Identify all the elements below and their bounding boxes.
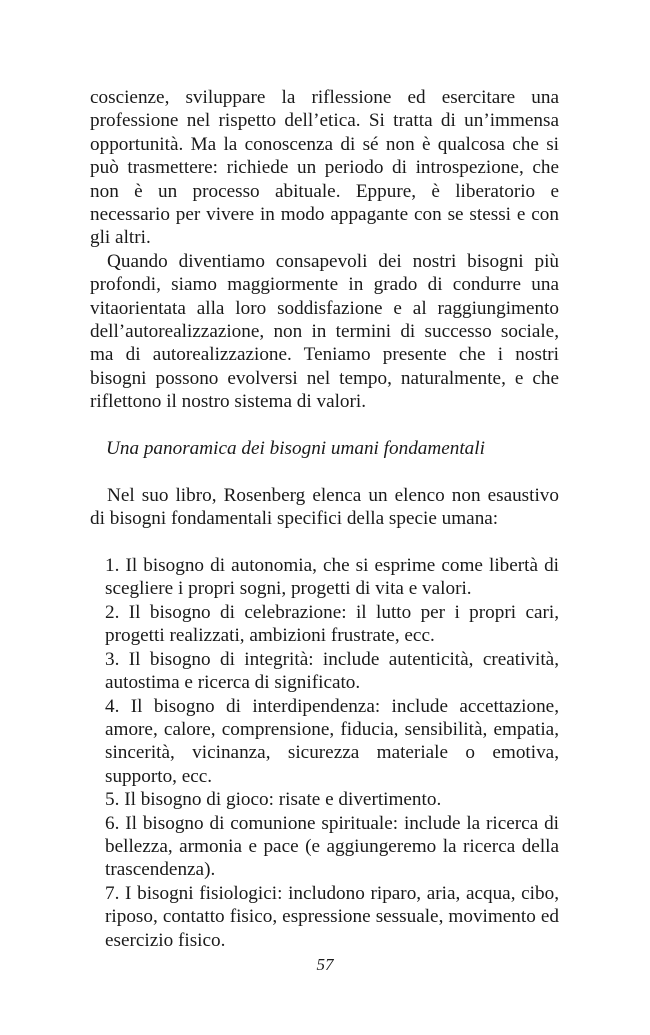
needs-list <box>90 554 559 952</box>
list-item: 5. Il bisogno di gioco: risate e divertimento. <box>105 789 442 811</box>
list-item: 2. Il bisogno di celebrazione: il lutto per i propri cari, progetti realizzati, ambizioni frustrate, ecc. <box>105 601 559 647</box>
list-item: 1. Il bisogno di autonomia, che si esprime come libertà di scegliere i propri sogni, progetti di vita e valori. <box>105 555 559 600</box>
list-item: 4. Il bisogno di interdipendenza: include accettazione, amore, calore, comprensione, fiducia, sensibilità, empatia, sincerità, vicinanza, sicurezza materiale o emotiva, supporto, ecc. <box>105 695 559 787</box>
page-body <box>90 86 559 952</box>
list-item: 6. Il bisogno di comunione spirituale: include la ricerca di bellezza, armonia e pace (e aggiungeremo la ricerca della trascendenza). <box>105 812 559 881</box>
body-paragraph: Nel suo libro, Rosenberg elenca un elenco non esaustivo di bisogni fondamentali specifici della specie umana: <box>90 484 559 530</box>
list-item: 3. Il bisogno di integrità: include autenticità, creatività, autostima e ricerca di significato. <box>105 648 559 694</box>
list-item: 7. I bisogni fisiologici: includono riparo, aria, acqua, cibo, riposo, contatto fisico, espressione sessuale, movimento ed esercizio fisico. <box>105 882 559 951</box>
page-number: 57 <box>316 955 334 974</box>
section-heading: Una panoramica dei bisogni umani fondamentali <box>106 438 485 460</box>
body-paragraph: Quando diventiamo consapevoli dei nostri bisogni più profondi, siamo maggiormente in grado di condurre una vitaorientata alla loro soddisfazione e al raggiungimento dell’autorealizzazione, non in termini di successo sociale, ma di autorealizzazione. Teniamo presente che i nostri bisogni possono evolversi nel tempo, naturalmente, e che riflettono il nostro sistema di valori. <box>90 250 559 413</box>
body-paragraph: coscienze, sviluppare la riflessione ed esercitare una professione nel rispetto dell’etica. Si tratta di un’immensa opportunità. Ma la conoscenza di sé non è qualcosa che si può trasmettere: richiede un periodo di introspezione, che non è un processo abituale. Eppure, è liberatorio e necessario per vivere in modo appagante con se stessi e con gli altri. <box>90 87 559 249</box>
